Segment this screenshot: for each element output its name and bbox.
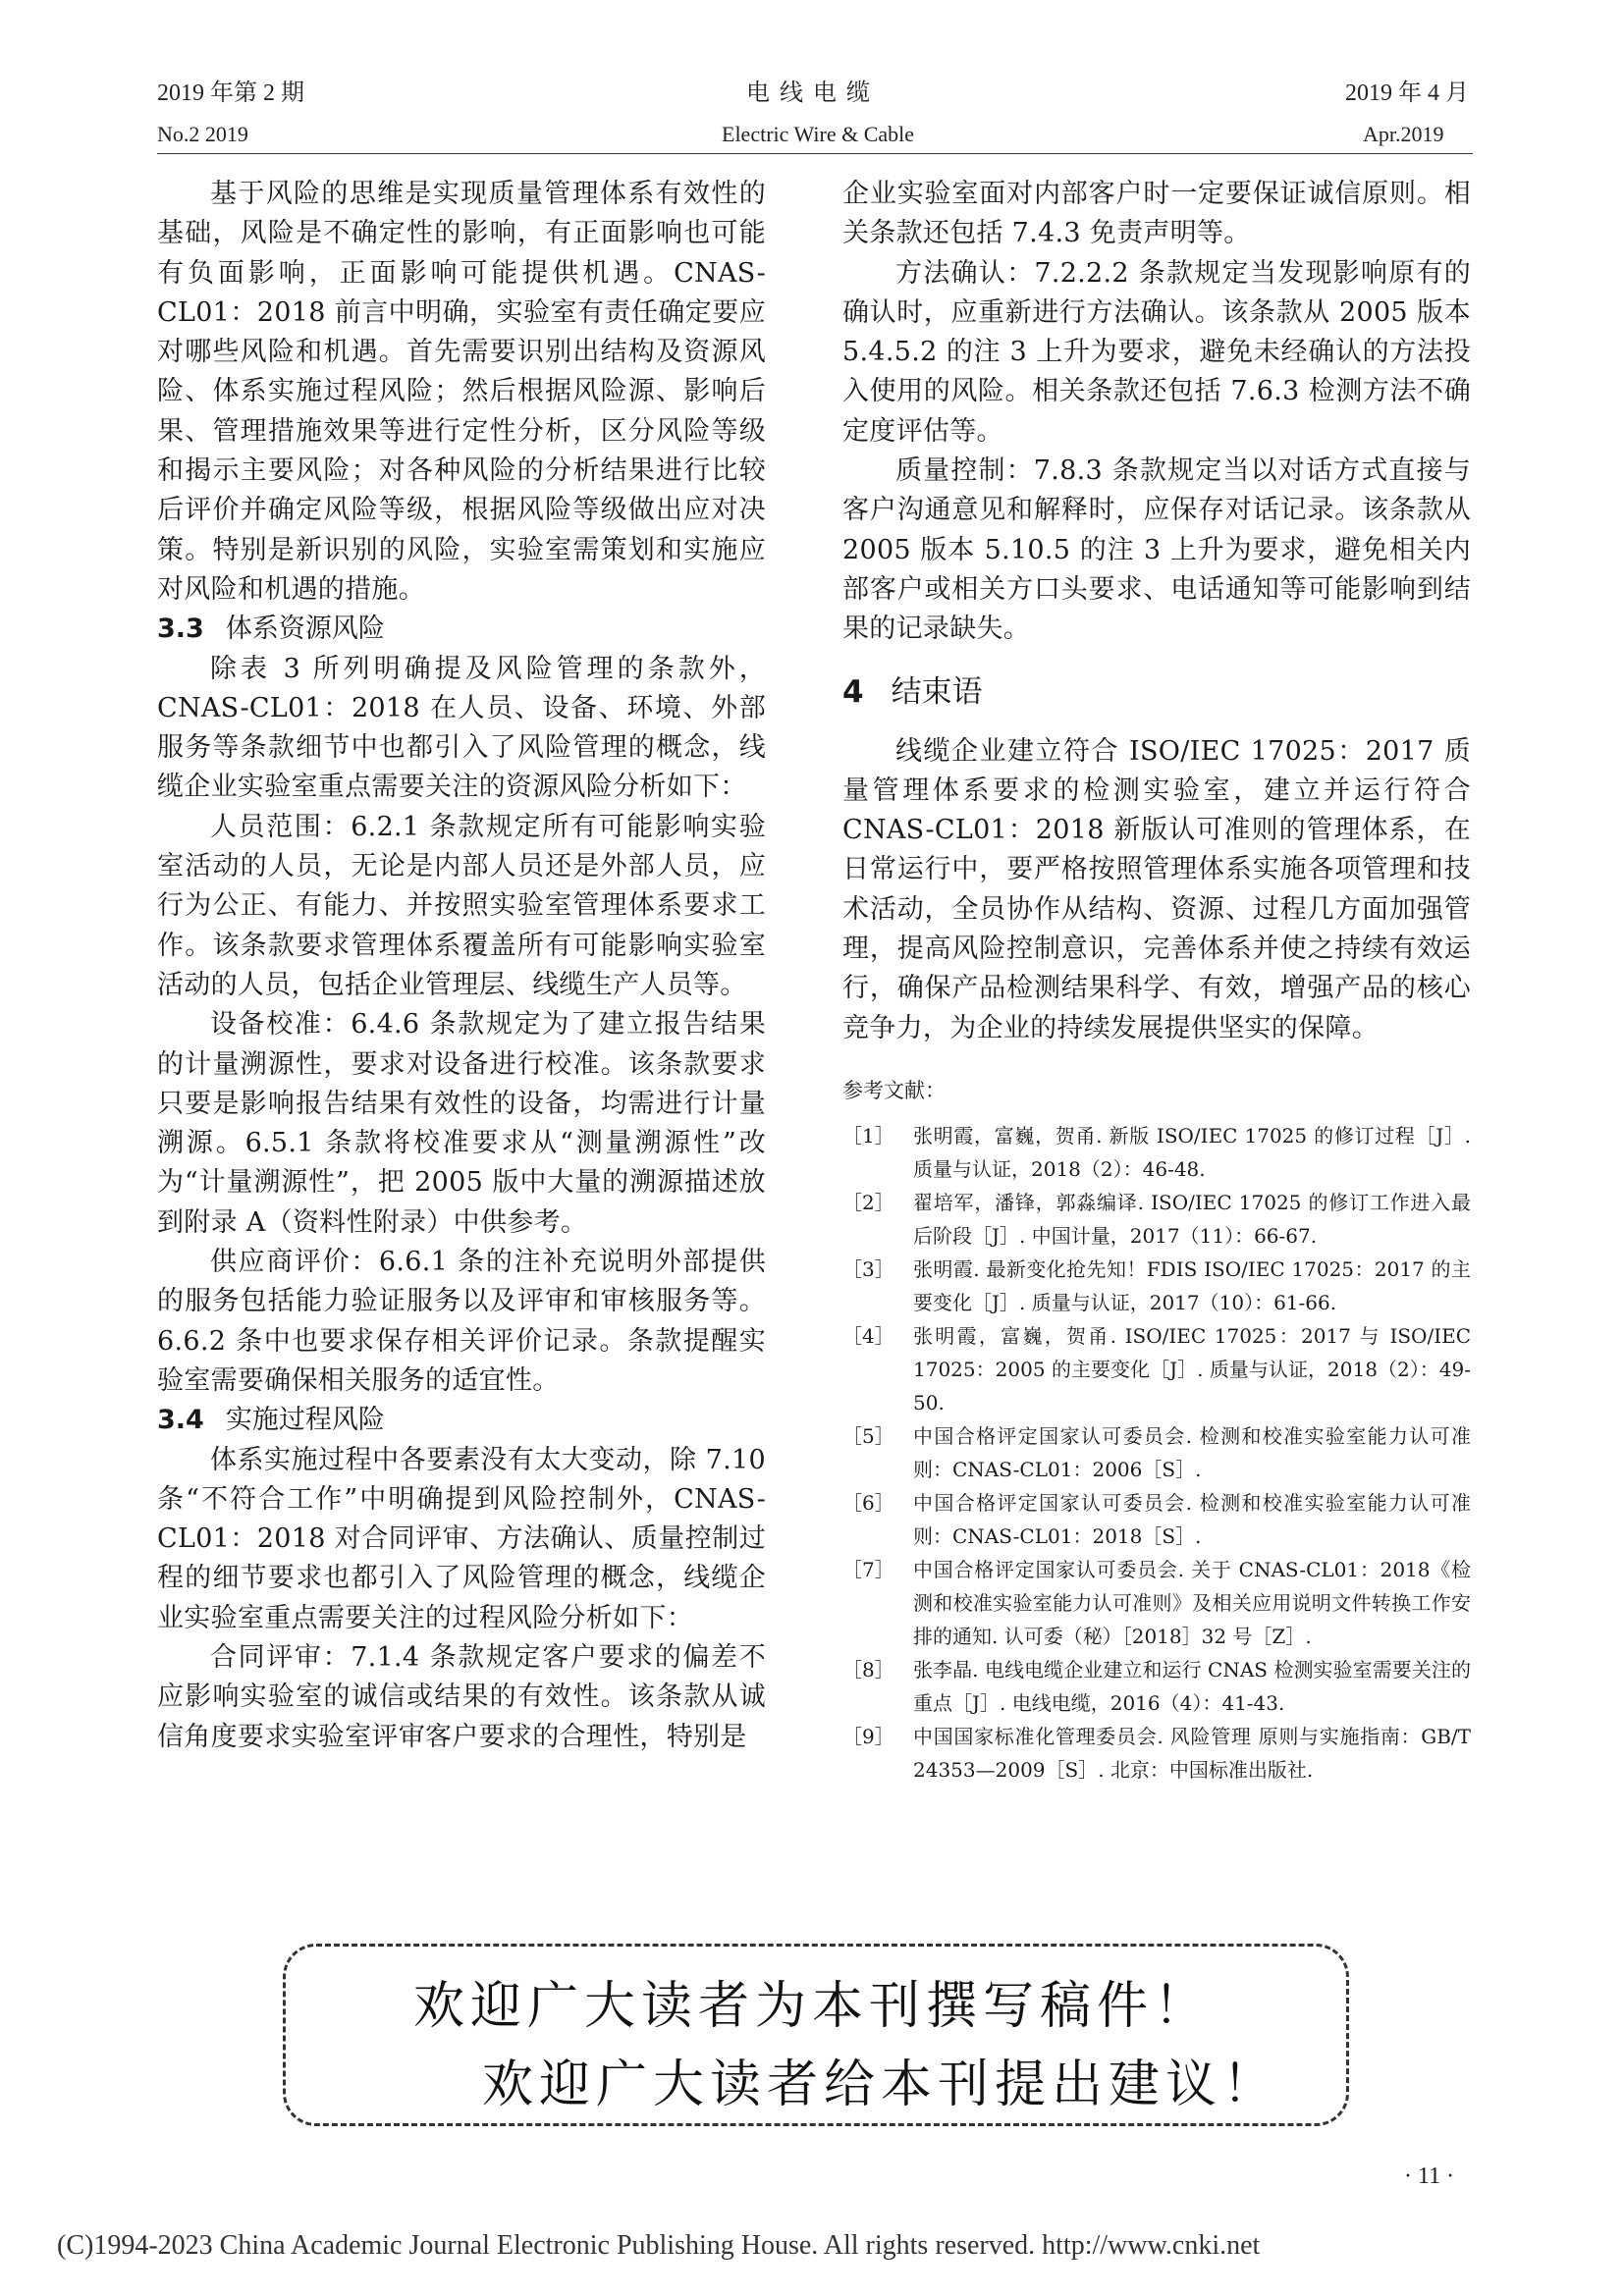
reference-number: ［9］ <box>842 1724 894 1748</box>
reference-number: ［5］ <box>842 1423 894 1448</box>
reference-list <box>842 1119 1471 1787</box>
page-number: · 11 · <box>1404 2163 1455 2189</box>
body-paragraph: 供应商评价：6.6.1 条的注补充说明外部提供的服务包括能力验证服务以及评审和审核服务等。6.6.2 条中也要求保存相关评价记录。条款提醒实验室需要确保相关服务的适宜性。 <box>157 1247 766 1396</box>
reference-number: ［8］ <box>842 1657 894 1682</box>
copyright-footer: (C)1994-2023 China Academic Journal Electronic Publishing House. All rights reserved. http://www.cnki.net <box>57 2230 1261 2261</box>
reference-number: ［7］ <box>842 1557 894 1581</box>
header-journal-cn: 电 线 电 缆 <box>746 80 872 106</box>
reference-item <box>842 1653 1471 1720</box>
reference-text: 中国合格评定国家认可委员会. 检测和校准实验室能力认可准则：CNAS-CL01：2006［S］. <box>913 1423 1471 1481</box>
header-date-en: Apr.2019 <box>1363 122 1444 146</box>
right-column <box>842 175 1471 1787</box>
section-number: 3.4 <box>157 1405 204 1436</box>
section-number: 4 <box>842 673 864 710</box>
reference-text: 张明霞，富巍，贺甬. 新版 ISO/IEC 17025 的修订过程［J］. 质量与认证，2018（2）：46-48. <box>913 1123 1471 1181</box>
section-heading-3-3 <box>157 610 766 649</box>
banner-line-1: 欢迎广大读者为本刊撰写稿件！ <box>413 1977 1212 2036</box>
reference-item <box>842 1553 1471 1653</box>
body-paragraph: 线缆企业建立符合 ISO/IEC 17025：2017 质量管理体系要求的检测实验室，建立并运行符合 CNAS-CL01：2018 新版认可准则的管理体系，在日常运行中，要严格按照管理体系实施各项管理和技术活动，全员协作从结构、资源、过程几方面加强管理，提高风险控制意识，完善体系并使之持续有效运行，确保产品检测结果科学、有效，增强产品的核心竞争力，为企业的持续发展提供坚实的保障。 <box>842 735 1471 1043</box>
body-paragraph: 体系实施过程中各要素没有太大变动，除 7.10 条“不符合工作”中明确提到风险控制外，CNAS-CL01：2018 对合同评审、方法确认、质量控制过程的细节要求也都引入了风险管理的概念，线缆企业实验室重点需要关注的过程风险分析如下： <box>157 1444 766 1633</box>
body-paragraph: 方法确认：7.2.2.2 条款规定当发现影响原有的确认时，应重新进行方法确认。该条款从 2005 版本 5.4.5.2 的注 3 上升为要求，避免未经确认的方法投入使用的风险。相关条款还包括 7.6.3 检测方法不确定度评估等。 <box>842 257 1471 447</box>
reference-item <box>842 1186 1471 1253</box>
reference-text: 中国合格评定国家认可委员会. 关于 CNAS-CL01：2018《检测和校准实验室能力认可准则》及相关应用说明文件转换工作安排的通知. 认可委（秘）［2018］32 号［Z］. <box>913 1557 1471 1648</box>
reference-item <box>842 1720 1471 1787</box>
section-heading-3-4 <box>157 1401 766 1440</box>
reference-item <box>842 1119 1471 1186</box>
reference-number: ［6］ <box>842 1490 894 1515</box>
banner-line-2: 欢迎广大读者给本刊提出建议！ <box>482 2056 1280 2114</box>
reference-number: ［4］ <box>842 1323 894 1348</box>
reference-number: ［3］ <box>842 1256 894 1281</box>
body-paragraph: 除表 3 所列明确提及风险管理的条款外，CNAS-CL01：2018 在人员、设备、环境、外部服务等条款细节中也都引入了风险管理的概念，线缆企业实验室重点需要关注的资源风险分析如下： <box>157 653 766 803</box>
body-paragraph: 企业实验室面对内部客户时一定要保证诚信原则。相关条款还包括 7.4.3 免责声明等。 <box>842 179 1471 249</box>
body-paragraph: 设备校准：6.4.6 条款规定为了建立报告结果的计量溯源性，要求对设备进行校准。该条款要求只要是影响报告结果有效性的设备，均需进行计量溯源。6.5.1 条款将校准要求从“测量溯源性”改为“计量溯源性”，把 2005 版中大量的溯源描述放到附录 A（资料性附录）中供参考。 <box>157 1009 766 1238</box>
reference-text: 张明霞. 最新变化抢先知！FDIS ISO/IEC 17025：2017 的主要变化［J］. 质量与认证，2017（10）：61-66. <box>913 1256 1471 1314</box>
references-title: 参考文献： <box>842 1078 946 1102</box>
section-number: 3.3 <box>157 614 204 645</box>
header-date-cn: 2019 年 4 月 <box>1345 80 1469 106</box>
call-for-papers-banner <box>283 1944 1349 2126</box>
body-paragraph: 质量控制：7.8.3 条款规定当以对话方式直接与客户沟通意见和解释时，应保存对话记录。该条款从 2005 版本 5.10.5 的注 3 上升为要求，避免相关内部客户或相关方口头要求、电话通知等可能影响到结果的记录缺失。 <box>842 455 1471 645</box>
left-column <box>157 175 766 1757</box>
section-title: 体系资源风险 <box>225 614 385 645</box>
section-title: 结束语 <box>891 673 983 710</box>
reference-number: ［2］ <box>842 1190 894 1214</box>
reference-text: 张明霞，富巍，贺甬. ISO/IEC 17025：2017 与 ISO/IEC 17025：2005 的主要变化［J］. 质量与认证，2018（2）：49-50. <box>913 1323 1471 1415</box>
reference-text: 翟培军，潘锋，郭淼编译. ISO/IEC 17025 的修订工作进入最后阶段［J］. 中国计量，2017（11）：66-67. <box>913 1190 1471 1248</box>
header-issue-cn: 2019 年第 2 期 <box>157 80 304 106</box>
header-rule <box>157 153 1473 154</box>
reference-number: ［1］ <box>842 1123 894 1148</box>
body-paragraph: 人员范围：6.2.1 条款规定所有可能影响实验室活动的人员，无论是内部人员还是外部人员，应行为公正、有能力、并按照实验室管理体系要求工作。该条款要求管理体系覆盖所有可能影响实验室活动的人员，包括企业管理层、线缆生产人员等。 <box>157 811 766 1000</box>
reference-text: 张李晶. 电线电缆企业建立和运行 CNAS 检测实验室需要关注的重点［J］. 电线电缆，2016（4）：41-43. <box>913 1657 1471 1715</box>
reference-item <box>842 1319 1471 1419</box>
reference-item <box>842 1253 1471 1319</box>
header-journal-en: Electric Wire & Cable <box>722 122 915 146</box>
reference-item <box>842 1486 1471 1553</box>
reference-text: 中国国家标准化管理委员会. 风险管理 原则与实施指南：GB/T 24353—2009［S］. 北京：中国标准出版社. <box>913 1724 1471 1782</box>
reference-text: 中国合格评定国家认可委员会. 检测和校准实验室能力认可准则：CNAS-CL01：2018［S］. <box>913 1490 1471 1548</box>
section-heading-4 <box>842 669 1471 715</box>
reference-item <box>842 1419 1471 1486</box>
body-paragraph: 基于风险的思维是实现质量管理体系有效性的基础，风险是不确定性的影响，有正面影响也可能有负面影响，正面影响可能提供机遇。CNAS-CL01：2018 前言中明确，实验室有责任确定要应对哪些风险和机遇。首先需要识别出结构及资源风险、体系实施过程风险；然后根据风险源、影响后果、管理措施效果等进行定性分析，区分风险等级和揭示主要风险；对各种风险的分析结果进行比较后评价并确定风险等级，根据风险等级做出应对决策。特别是新识别的风险，实验室需策划和实施应对风险和机遇的措施。 <box>157 179 766 605</box>
section-title: 实施过程风险 <box>225 1405 385 1436</box>
body-paragraph: 合同评审：7.1.4 条款规定客户要求的偏差不应影响实验室的诚信或结果的有效性。该条款从诚信角度要求实验室评审客户要求的合理性，特别是 <box>157 1641 766 1752</box>
header-issue-en: No.2 2019 <box>157 122 248 146</box>
